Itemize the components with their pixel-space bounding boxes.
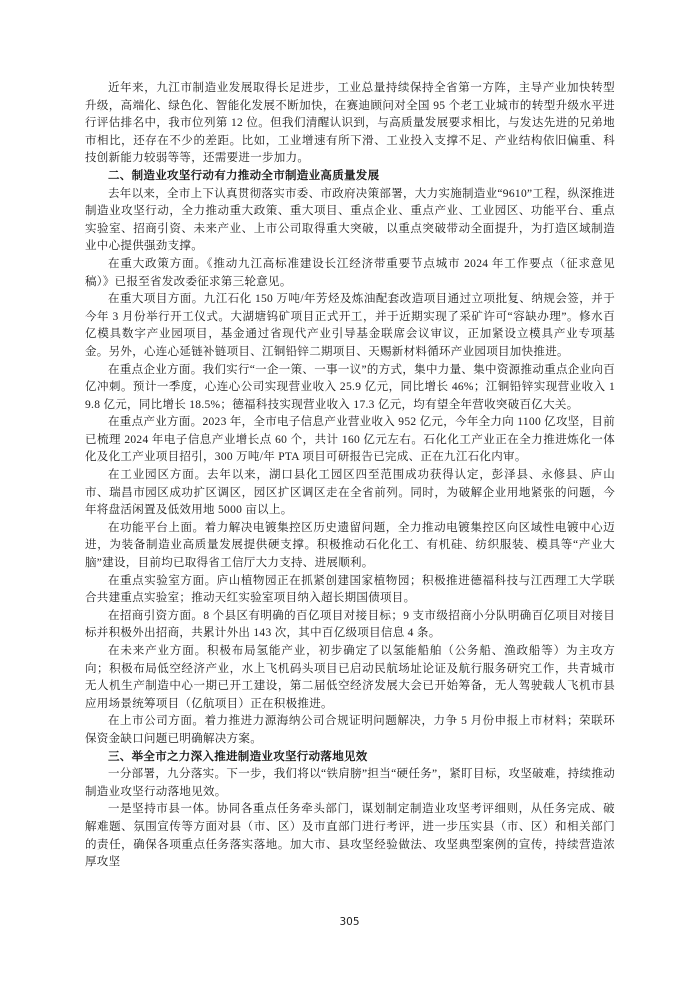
section-heading: 二、制造业攻坚行动有力推动全市制造业高质量发展 (108, 169, 380, 182)
paragraph: 一是坚持市县一体。协同各重点任务牵头部门，谋划制定制造业攻坚考评细则，从任务完成、破解难题、氛围宣传等方面对县（市、区）及市直部门进行考评，进一步压实县（市、区）和相关部门的责任，确保各项重点任务落实落地。加大市、县攻坚经验做法、攻坚典型案例的宣传，持续营造浓厚攻坚 (85, 803, 615, 869)
paragraph: 在招商引资方面。8 个县区有明确的百亿项目对接目标；9 支市级招商小分队明确百亿项目对接目标并积极外出招商，共累计外出 143 次，其中百亿级项目信息 4 条。 (85, 609, 615, 640)
paragraph: 在工业园区方面。去年以来，湖口县化工园区四至范围成功获得认定，彭泽县、永修县、庐山市、瑞昌市园区成功扩区调区，园区扩区调区走在全省前列。同时，为破解企业用地紧张的问题，今年将盘活闲置及低效用地 5000 亩以上。 (85, 469, 615, 517)
paragraph: 在重点企业方面。我们实行“一企一策、一事一议”的方式，集中力量、集中资源推动重点企业向百亿冲刺。预计一季度，心连心公司实现营业收入 25.9 亿元，同比增长 46%；江铜铅锌实现营业收入 19.8 亿元，同比增长 18.5%；德福科技实现营业收入 17.3 亿元，均有望全年营收突破百亿大关。 (85, 363, 615, 411)
document-body (85, 80, 615, 872)
paragraph: 在重大项目方面。九江石化 150 万吨/年芳烃及炼油配套改造项目通过立项批复、纳规会签，并于今年 3 月份举行开工仪式。大湖塘钨矿项目正式开工，并于近期实现了采矿许可“容缺办理”。修水百亿模具数字产业园项目，基金通过省现代产业引导基金联席会议审议，正加紧设立模具产业专项基金。另外，心连心延链补链项目、江铜铅锌二期项目、天赐新材料循环产业园项目加快推进。 (85, 293, 615, 358)
section-heading: 三、举全市之力深入推进制造业攻坚行动落地见效 (108, 750, 368, 763)
paragraph: 去年以来，全市上下认真贯彻落实市委、市政府决策部署，大力实施制造业“9610”工程，纵深推进制造业攻坚行动，全力推动重大政策、重大项目、重点企业、重点产业、工业园区、功能平台、重点实验室、招商引资、未来产业、上市公司取得重大突破，以重点突破带动全面提升，为打造区域制造业中心提供强劲支撑。 (85, 187, 616, 253)
page-number: 305 (339, 916, 360, 928)
paragraph: 在重大政策方面。《推动九江高标准建设长江经济带重要节点城市 2024 年工作要点（征求意见稿）》已报至省发改委征求第三轮意见。 (85, 257, 615, 288)
paragraph: 在上市公司方面。着力推进力源海纳公司合规证明问题解决，力争 5 月份申报上市材料；荣联环保资金缺口问题已明确解决方案。 (85, 715, 615, 745)
paragraph: 在功能平台上面。着力解决电镀集控区历史遗留问题，全力推动电镀集控区向区域性电镀中心迈进，为装备制造业高质量发展提供硬支撑。积极推动石化化工、有机硅、纺织服装、模具等“产业大脑”建设，目前均已取得省工信厅大力支持、进展顺利。 (85, 521, 615, 570)
paragraph: 在未来产业方面。积极布局氢能产业，初步确定了以氢能船舶（公务船、渔政船等）为主攻方向；积极布局低空经济产业，水上飞机码头项目已启动民航场址论证及航行服务研究工作，共青城市无人机生产制造中心一期已开工建设，第二届低空经济发展大会已开始筹备，无人驾驶载人飞机市县应用场景统筹项目（亿航项目）正在积极推进。 (85, 645, 615, 710)
paragraph: 在重点实验室方面。庐山植物园正在抓紧创建国家植物园；积极推进德福科技与江西理工大学联合共建重点实验室；推动天红实验室项目纳入超长期国债项目。 (85, 574, 615, 605)
paragraph: 一分部署，九分落实。下一步，我们将以“铁肩膀”担当“硬任务”，紧盯目标，攻坚破难，持续推动制造业攻坚行动落地见效。 (85, 768, 615, 798)
paragraph: 在重点产业方面。2023 年，全市电子信息产业营业收入 952 亿元，今年全力向 1100 亿攻坚，目前已梳理 2024 年电子信息产业增长点 60 个，共计 160 亿元左右。石化化工产业正在全力推进炼化一体化及化工产业项目招引，300 万吨/年 PTA 项目可研报告已完成、正在九江石化内审。 (85, 416, 615, 464)
paragraph: 近年来，九江市制造业发展取得长足进步，工业总量持续保持全省第一方阵，主导产业加快转型升级，高端化、绿色化、智能化发展不断加快，在赛迪顾问对全国 95 个老工业城市的转型升级水平进行评估排名中，我市位列第 12 位。但我们清醒认识到，与高质量发展要求相比，与发达先进的兄弟地市相比，还存在不少的差距。比如，工业增速有所下滑、工业投入支撑不足、产业结构依旧偏重、科技创新能力较弱等等，还需要进一步加力。 (85, 82, 615, 165)
